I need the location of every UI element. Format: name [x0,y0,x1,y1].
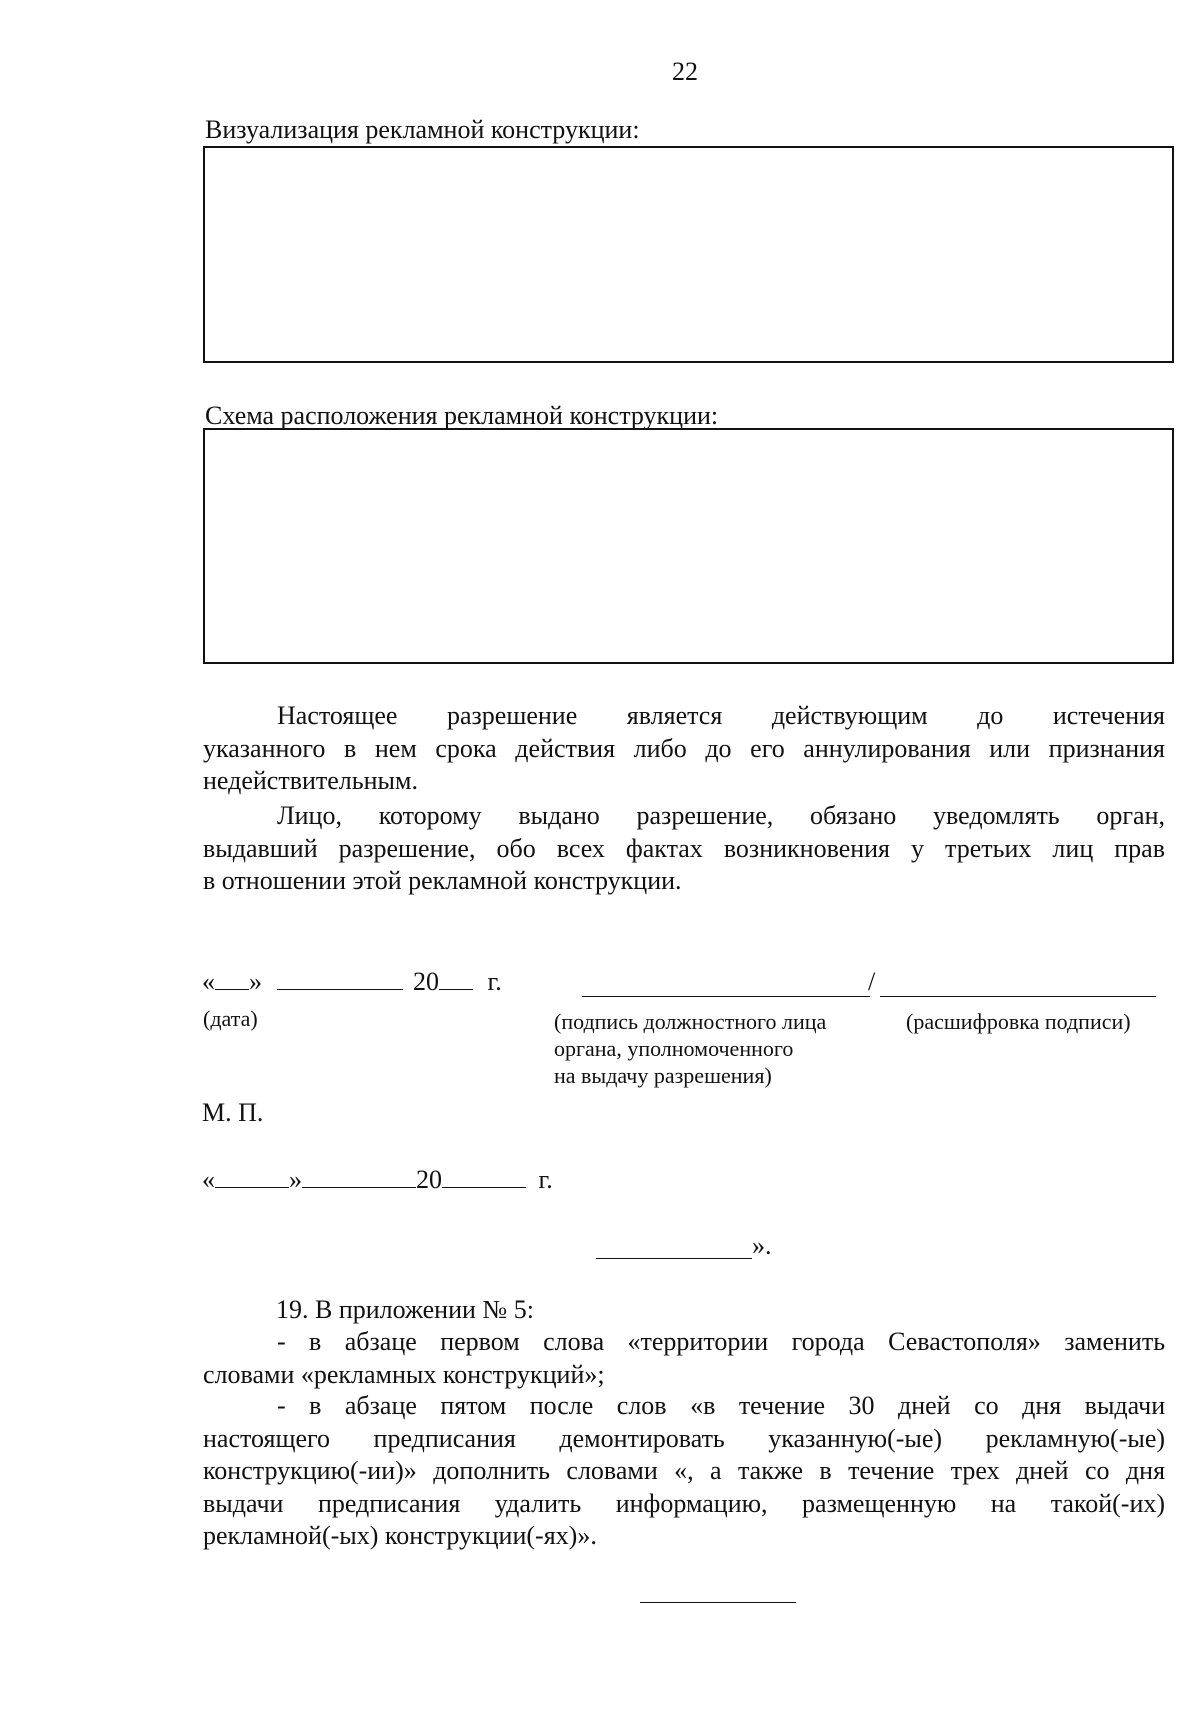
notification-line-1 [203,800,1165,833]
bullet1-line-2: словами «рекламных конструкций»; [203,1359,605,1389]
word: обязано [810,801,897,830]
word: такой(-их) [1050,1488,1166,1518]
word: а [710,1456,722,1485]
word: 30 [848,1391,875,1420]
end-rule [640,1602,796,1603]
day-blank [215,1165,289,1188]
word: указанную(-ые) [768,1423,943,1453]
word: дополнить [433,1456,551,1485]
validity-line-2: указанного в нем срока действия либо до его аннулирования или признания [203,733,1165,763]
bullet2-line-3 [203,1455,1165,1488]
word: рекламную(-ые) [985,1423,1166,1453]
word: дня [1022,1391,1062,1420]
closing-blank-line [596,1258,752,1259]
word: дней [898,1391,951,1420]
year-prefix: 20 [416,1165,442,1194]
bullet2-line-2 [203,1423,1165,1456]
word: «территории [627,1327,769,1356]
month-blank [302,1165,416,1188]
word: удалить [494,1488,582,1518]
notification-paragraph [203,800,1165,898]
word: трех [950,1456,1000,1485]
word: информацию, [615,1488,768,1518]
bullet2-line-4 [203,1488,1165,1521]
word: после [529,1391,594,1420]
word: уведомлять [933,801,1060,830]
word: разрешение [446,701,578,730]
word: выдачи [1084,1391,1166,1420]
year-prefix: 20 [413,967,439,996]
year-suffix: г. [538,1165,553,1194]
visualization-frame [203,146,1174,363]
validity-line-3: недействительным. [203,766,418,795]
validity-line-1 [203,700,1165,733]
word: - в [277,1327,322,1356]
word: первом [440,1327,520,1356]
word: словами [566,1456,658,1485]
scheme-frame [203,428,1174,664]
scheme-heading: Схема расположения рекламной конструкции: [205,401,719,430]
closing-quote: ». [752,1231,772,1260]
word: действующим [771,701,928,730]
stamp-mark: М. П. [202,1098,264,1127]
amendment-item-heading: 19. В приложении № 5: [276,1295,534,1324]
word: абзаце [344,1327,417,1356]
decode-signature-line [880,996,1156,997]
word: настоящего [203,1423,331,1453]
word: Лицо, [277,801,342,830]
second-date-line [202,1164,553,1196]
word: заменить [1064,1327,1166,1356]
word: абзаце [344,1391,417,1420]
word: демонтировать [559,1423,725,1453]
month-blank [277,967,403,990]
word: города [791,1327,865,1356]
word: на [990,1488,1017,1518]
bullet2-line-5: рекламной(-ых) конструкции(-ях)». [203,1521,597,1550]
word: Настоящее [277,701,398,730]
word: «в [690,1391,716,1420]
official-label-line: (подпись должностного лица [554,1009,827,1034]
word: истечения [1052,701,1166,730]
word: разрешение, [636,801,774,830]
word: - в [277,1391,322,1420]
word: со [1084,1456,1110,1485]
quote-close: » [289,1165,302,1194]
official-label-line: на выдачу разрешения) [554,1063,772,1088]
word: выдачи [203,1488,284,1518]
year-blank [439,967,473,990]
word: течение [738,1391,826,1420]
word: слов [616,1391,667,1420]
notification-line-3: в отношении этой рекламной конструкции. [203,866,682,895]
date-label: (дата) [203,1006,258,1031]
word: дней [1015,1456,1069,1485]
year-blank [442,1165,526,1188]
signature-date-line [202,966,502,998]
word: Севастополя» [888,1327,1041,1356]
word: выдано [518,801,600,830]
signature-slash: / [868,967,876,996]
word: также [737,1456,803,1485]
word: пятом [440,1391,507,1420]
word: предписания [317,1488,461,1518]
validity-paragraph [203,700,1165,798]
word: слова [543,1327,605,1356]
quote-open: « [202,1165,215,1194]
word: конструкцию(-ии)» [203,1456,417,1485]
bullet2-line-1 [203,1390,1165,1423]
word: «, [674,1456,694,1485]
word: со [974,1391,999,1420]
quote-open: « [202,967,215,996]
day-blank [215,967,249,990]
notification-line-2: выдавший разрешение, обо всех фактах возникновения у третьих лиц прав [203,833,1165,863]
amendment-bullet-2 [203,1390,1165,1553]
word: является [626,701,723,730]
decode-signature-label: (расшифровка подписи) [906,1009,1131,1034]
word: дня [1125,1456,1166,1485]
word: предписания [373,1423,516,1453]
word: которому [378,801,482,830]
word: в [819,1456,832,1485]
word: до [977,701,1004,730]
word: размещенную [802,1488,957,1518]
official-signature-label [554,1008,826,1089]
year-suffix: г. [487,967,502,996]
word: течение [848,1456,935,1485]
word: орган, [1096,801,1166,830]
official-label-line: органа, уполномоченного [554,1036,794,1061]
official-signature-line [582,996,870,997]
amendment-bullet-1 [203,1326,1165,1391]
quote-close: » [249,967,262,996]
visualization-heading: Визуализация рекламной конструкции: [205,115,640,144]
bullet1-line-1 [203,1326,1165,1359]
page-number: 22 [672,57,698,86]
